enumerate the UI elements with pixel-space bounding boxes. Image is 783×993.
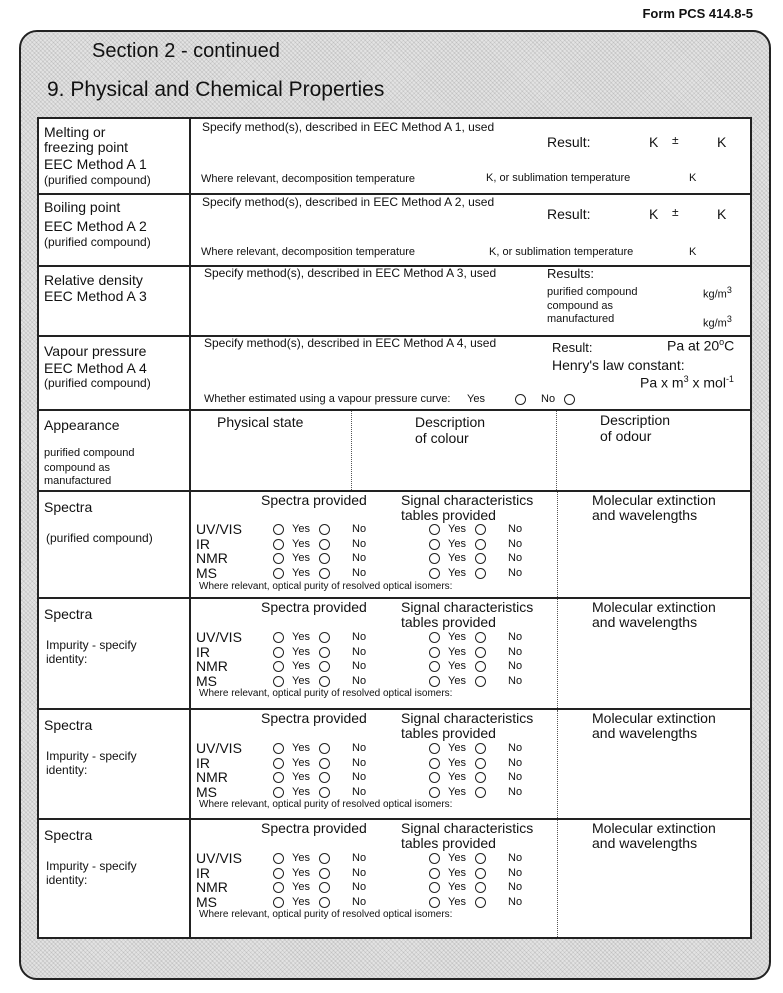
properties-table [37,117,752,939]
signal-no-label: No [508,660,523,672]
spectra-title: Spectra [44,499,93,515]
spectra-yes-radio[interactable] [273,524,284,535]
signal-yes-radio[interactable] [429,868,440,879]
optical-purity-note: Where relevant, optical purity of resolved optical isomers: [199,688,453,699]
signal-header-line1: Signal characteristics [401,820,534,836]
spectra-title: Spectra [44,606,93,622]
spectrum-type-label: UV/VIS [196,740,242,756]
spectra-yes-radio[interactable] [273,897,284,908]
appearance-manuf-line2: manufactured [44,475,112,487]
spectra-label [39,492,191,597]
spectra-no-label: No [352,757,367,769]
signal-yes-label: Yes [448,660,466,672]
spectra-subtitle-line2: identity: [46,873,88,887]
signal-yes-label: Yes [448,742,466,754]
signal-no-label: No [508,757,523,769]
spectra-provided-header: Spectra provided [261,492,367,508]
signal-yes-radio[interactable] [429,647,440,658]
signal-no-label: No [508,786,523,798]
spectra-no-label: No [352,896,367,908]
henry-unit: Pa x $m^3$ x mol$^{-1}$ [640,374,734,391]
melting-subl: K, or sublimation temperature [486,172,631,184]
signal-yes-radio[interactable] [429,568,440,579]
spectra-no-label: No [352,786,367,798]
signal-no-radio[interactable] [475,772,486,783]
spectra-no-label: No [352,646,367,658]
density-purified: purified compound [547,286,638,298]
density-label-line: EEC Method A 3 [44,288,147,304]
spectrum-type-label: NMR [196,769,228,785]
spectra-yes-radio[interactable] [273,539,284,550]
spectra-yes-radio[interactable] [273,758,284,769]
density-label-line: Relative density [44,272,143,288]
signal-no-label: No [508,631,523,643]
spectra-no-radio[interactable] [319,743,330,754]
signal-yes-radio[interactable] [429,553,440,564]
signal-yes-label: Yes [448,867,466,879]
appearance-row [39,411,750,492]
spectra-yes-radio[interactable] [273,743,284,754]
signal-header-line2: tables provided [401,614,496,630]
signal-header-line1: Signal characteristics [401,492,534,508]
page-title: 9. Physical and Chemical Properties [47,78,385,101]
vapour-result-label: Result: [552,340,593,355]
signal-no-radio[interactable] [475,787,486,798]
appearance-divider [556,411,557,490]
melting-decomp: Where relevant, decomposition temperature [201,173,415,185]
spectra-no-label: No [352,631,367,643]
spectra-title: Spectra [44,827,93,843]
colour-header-line1: Description [415,414,486,430]
melting-label-line: freezing point [44,139,129,155]
spectra-subtitle-line1: Impurity - specify [46,859,137,873]
spectra-no-label: No [352,852,367,864]
spectrum-type-label: UV/VIS [196,521,242,537]
signal-yes-label: Yes [448,786,466,798]
physical-state-header: Physical state [217,414,304,430]
signal-yes-label: Yes [448,852,466,864]
density-manuf-line2: manufactured [547,313,615,325]
spectra-no-radio[interactable] [319,882,330,893]
signal-yes-radio[interactable] [429,661,440,672]
spectrum-type-label: MS [196,894,217,910]
spectra-no-radio[interactable] [319,524,330,535]
signal-yes-label: Yes [448,881,466,893]
vapour-curve-no-label: No [541,393,556,405]
melting-label-line: EEC Method A 1 [44,156,147,172]
melting-k1: K [649,134,659,150]
signal-no-label: No [508,881,523,893]
form-id: Form PCS 414.8-5 [642,6,753,21]
spectra-divider [557,820,558,937]
signal-yes-label: Yes [448,646,466,658]
signal-yes-radio[interactable] [429,882,440,893]
vapour-pressure-row [39,337,750,411]
optical-purity-note: Where relevant, optical purity of resolved optical isomers: [199,581,453,592]
melting-method: Specify method(s), described in EEC Method A 1, used [202,120,495,134]
spectra-yes-radio[interactable] [273,647,284,658]
spectrum-type-label: MS [196,784,217,800]
spectra-subtitle-line1: Impurity - specify [46,749,137,763]
spectrum-type-label: UV/VIS [196,850,242,866]
spectra-yes-radio[interactable] [273,553,284,564]
spectra-block [39,820,750,937]
spectra-subtitle-line1: Impurity - specify [46,638,137,652]
molecular-header-line2: and wavelengths [592,835,698,851]
density-unit-purified: $kg/m^3$ [703,285,732,301]
spectra-yes-radio[interactable] [273,853,284,864]
signal-no-label: No [508,538,523,550]
spectra-no-radio[interactable] [319,553,330,564]
spectra-yes-label: Yes [292,742,310,754]
spectra-provided-header: Spectra provided [261,710,367,726]
spectra-no-label: No [352,660,367,672]
spectra-subtitle-line2: identity: [46,652,88,666]
spectra-no-label: No [352,742,367,754]
vapour-label-line: (purified compound) [44,376,151,390]
section-title: Section 2 - continued [92,40,280,62]
melting-label [39,119,191,193]
molecular-header-line2: and wavelengths [592,614,698,630]
spectra-yes-label: Yes [292,771,310,783]
spectra-label [39,710,191,818]
spectra-yes-radio[interactable] [273,772,284,783]
molecular-header-line2: and wavelengths [592,725,698,741]
boiling-label-line: Boiling point [44,199,121,215]
spectra-no-label: No [352,675,367,687]
spectrum-type-label: UV/VIS [196,629,242,645]
plus-minus-sign: ± [672,205,679,219]
spectra-yes-radio[interactable] [273,882,284,893]
boiling-decomp: Where relevant, decomposition temperature [201,246,415,258]
spectrum-type-label: IR [196,755,210,771]
signal-no-radio[interactable] [475,661,486,672]
appearance-divider [351,411,352,490]
appearance-title: Appearance [44,417,120,433]
spectra-yes-radio[interactable] [273,868,284,879]
spectra-yes-label: Yes [292,660,310,672]
signal-yes-radio[interactable] [429,787,440,798]
signal-yes-radio[interactable] [429,853,440,864]
signal-no-label: No [508,852,523,864]
odour-header-line1: Description [600,412,671,428]
boiling-label-line: (purified compound) [44,235,151,249]
appearance-label [39,411,191,490]
signal-no-radio[interactable] [475,524,486,535]
boiling-method: Specify method(s), described in EEC Method A 2, used [202,195,495,209]
spectra-yes-label: Yes [292,786,310,798]
signal-yes-label: Yes [448,552,466,564]
density-results-label: Results: [547,266,594,281]
spectra-yes-label: Yes [292,852,310,864]
spectra-yes-label: Yes [292,538,310,550]
melting-point-row [39,119,750,195]
spectrum-type-label: MS [196,565,217,581]
signal-header-line2: tables provided [401,835,496,851]
signal-yes-label: Yes [448,771,466,783]
odour-header-line2: of odour [600,428,652,444]
spectra-yes-label: Yes [292,552,310,564]
density-method: Specify method(s), described in EEC Method A 3, used [204,266,497,280]
appearance-manuf-line1: compound as [44,462,111,474]
molecular-header-line1: Molecular extinction [592,820,716,836]
signal-yes-radio[interactable] [429,772,440,783]
colour-header-line2: of colour [415,430,469,446]
spectra-no-radio[interactable] [319,772,330,783]
spectra-yes-label: Yes [292,675,310,687]
spectra-yes-label: Yes [292,567,310,579]
vapour-label-line: Vapour pressure [44,343,147,359]
signal-yes-radio[interactable] [429,676,440,687]
density-unit-manuf: $kg/m^3$ [703,314,732,330]
melting-label-line: Melting or [44,124,106,140]
vapour-label [39,337,191,409]
signal-no-radio[interactable] [475,758,486,769]
spectra-block [39,492,750,599]
melting-k3: K [689,172,697,184]
signal-yes-radio[interactable] [429,539,440,550]
signal-no-radio[interactable] [475,539,486,550]
signal-no-label: No [508,567,523,579]
optical-purity-note: Where relevant, optical purity of resolved optical isomers: [199,909,453,920]
signal-no-label: No [508,552,523,564]
vapour-curve-yes-label: Yes [467,393,485,405]
spectra-yes-radio[interactable] [273,568,284,579]
boiling-label [39,195,191,265]
signal-yes-label: Yes [448,631,466,643]
spectra-divider [557,599,558,708]
spectra-yes-label: Yes [292,757,310,769]
boiling-k2: K [717,206,727,222]
spectra-no-label: No [352,867,367,879]
vapour-curve-question: Whether estimated using a vapour pressure curve: [204,393,451,405]
spectra-no-label: No [352,523,367,535]
spectrum-type-label: IR [196,536,210,552]
spectra-provided-header: Spectra provided [261,599,367,615]
spectra-divider [557,710,558,818]
signal-no-radio[interactable] [475,676,486,687]
spectra-no-radio[interactable] [319,568,330,579]
spectra-yes-label: Yes [292,523,310,535]
spectra-no-radio[interactable] [319,632,330,643]
melting-result-label: Result: [547,134,591,150]
signal-header-line2: tables provided [401,507,496,523]
spectra-yes-label: Yes [292,867,310,879]
spectra-no-radio[interactable] [319,647,330,658]
signal-yes-label: Yes [448,567,466,579]
spectra-label [39,820,191,937]
signal-yes-label: Yes [448,538,466,550]
molecular-header-line1: Molecular extinction [592,710,716,726]
spectrum-type-label: NMR [196,879,228,895]
spectra-no-radio[interactable] [319,539,330,550]
spectra-title: Spectra [44,717,93,733]
spectra-divider [557,492,558,597]
signal-no-label: No [508,771,523,783]
spectra-no-radio[interactable] [319,676,330,687]
density-label [39,267,191,335]
spectra-no-radio[interactable] [319,661,330,672]
signal-yes-radio[interactable] [429,524,440,535]
signal-no-radio[interactable] [475,568,486,579]
spectra-no-label: No [352,771,367,783]
spectrum-type-label: IR [196,644,210,660]
boiling-k3: K [689,246,697,258]
spectra-yes-label: Yes [292,881,310,893]
melting-label-line: (purified compound) [44,173,151,187]
signal-no-radio[interactable] [475,647,486,658]
signal-header-line1: Signal characteristics [401,599,534,615]
spectra-subtitle-line1: (purified compound) [46,531,153,545]
spectra-yes-radio[interactable] [273,632,284,643]
density-manuf-line1: compound as [547,300,614,312]
vapour-curve-no-radio[interactable] [564,394,575,405]
spectra-yes-radio[interactable] [273,787,284,798]
signal-header-line2: tables provided [401,725,496,741]
signal-no-radio[interactable] [475,853,486,864]
spectra-no-radio[interactable] [319,787,330,798]
spectrum-type-label: NMR [196,550,228,566]
signal-yes-radio[interactable] [429,632,440,643]
melting-k2: K [717,134,727,150]
spectra-yes-radio[interactable] [273,661,284,672]
spectra-no-radio[interactable] [319,868,330,879]
signal-no-radio[interactable] [475,868,486,879]
signal-no-radio[interactable] [475,553,486,564]
boiling-result-label: Result: [547,206,591,222]
spectra-no-label: No [352,567,367,579]
henry-constant-label: Henry's law constant: [552,357,685,373]
boiling-label-line: EEC Method A 2 [44,218,147,234]
vapour-pa-unit: Pa at 20$^o$C [667,337,735,354]
spectra-block [39,710,750,820]
boiling-point-row [39,195,750,267]
molecular-header-line2: and wavelengths [592,507,698,523]
signal-yes-label: Yes [448,757,466,769]
signal-yes-radio[interactable] [429,743,440,754]
signal-no-label: No [508,867,523,879]
signal-yes-label: Yes [448,675,466,687]
signal-yes-radio[interactable] [429,897,440,908]
signal-no-radio[interactable] [475,743,486,754]
signal-no-label: No [508,742,523,754]
boiling-subl: K, or sublimation temperature [489,246,634,258]
spectra-no-label: No [352,881,367,893]
relative-density-row [39,267,750,337]
spectra-no-label: No [352,552,367,564]
spectra-yes-label: Yes [292,896,310,908]
signal-no-label: No [508,646,523,658]
signal-yes-label: Yes [448,523,466,535]
optical-purity-note: Where relevant, optical purity of resolved optical isomers: [199,799,453,810]
spectra-subtitle-line2: identity: [46,763,88,777]
signal-no-label: No [508,896,523,908]
spectra-no-radio[interactable] [319,897,330,908]
signal-header-line1: Signal characteristics [401,710,534,726]
signal-no-radio[interactable] [475,882,486,893]
signal-yes-radio[interactable] [429,758,440,769]
appearance-purified: purified compound [44,447,135,459]
molecular-header-line1: Molecular extinction [592,492,716,508]
signal-no-label: No [508,523,523,535]
vapour-method: Specify method(s), described in EEC Method A 4, used [204,336,497,350]
spectrum-type-label: IR [196,865,210,881]
plus-minus-sign: ± [672,133,679,147]
signal-no-label: No [508,675,523,687]
vapour-label-line: EEC Method A 4 [44,360,147,376]
vapour-curve-yes-radio[interactable] [515,394,526,405]
spectra-no-label: No [352,538,367,550]
spectrum-type-label: MS [196,673,217,689]
spectra-provided-header: Spectra provided [261,820,367,836]
molecular-header-line1: Molecular extinction [592,599,716,615]
spectra-yes-label: Yes [292,631,310,643]
signal-no-radio[interactable] [475,897,486,908]
signal-no-radio[interactable] [475,632,486,643]
spectra-block [39,599,750,710]
spectra-no-radio[interactable] [319,758,330,769]
spectra-label [39,599,191,708]
spectra-yes-label: Yes [292,646,310,658]
spectra-no-radio[interactable] [319,853,330,864]
spectra-yes-radio[interactable] [273,676,284,687]
spectrum-type-label: NMR [196,658,228,674]
boiling-k1: K [649,206,659,222]
signal-yes-label: Yes [448,896,466,908]
